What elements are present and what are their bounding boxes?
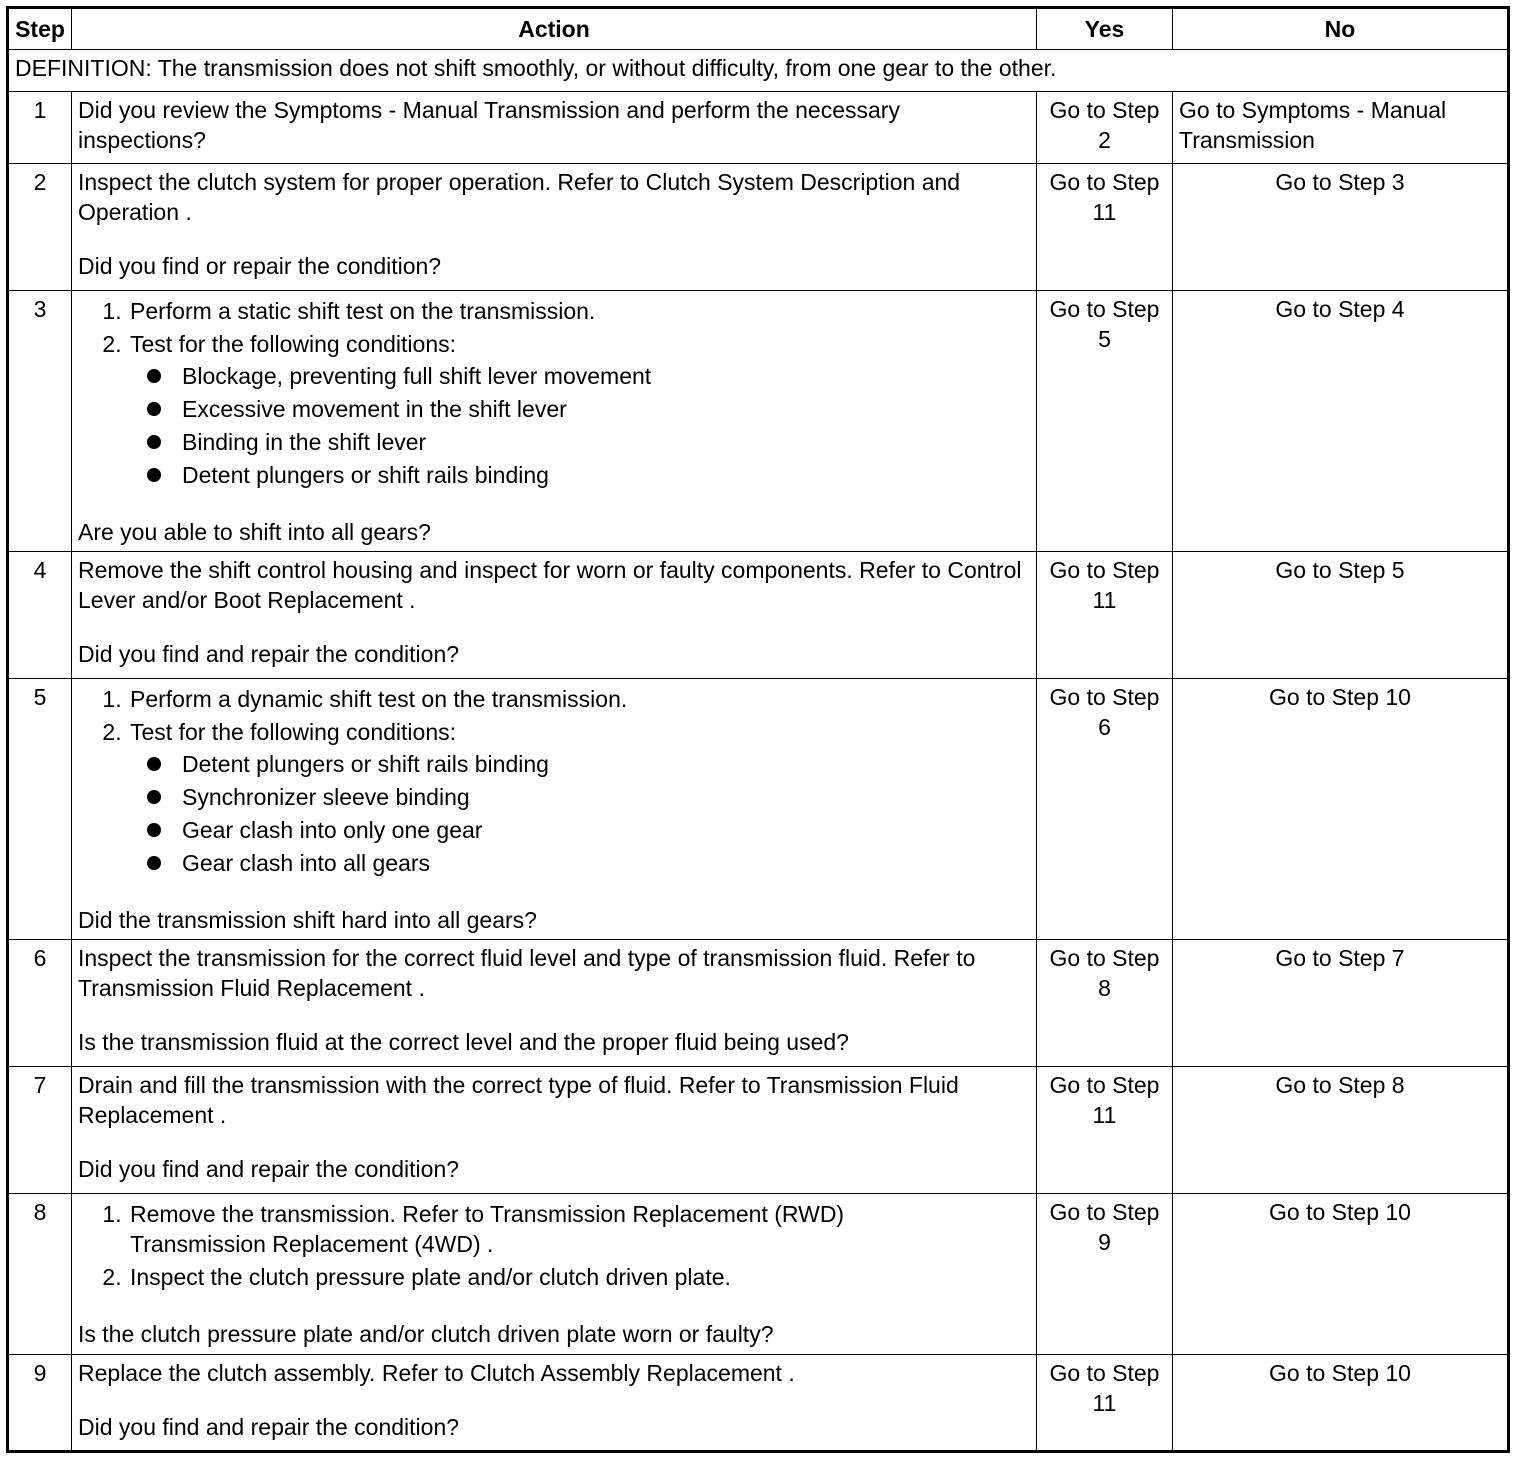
header-row (8, 8, 1509, 50)
bullet-item: Binding in the shift lever (180, 427, 1030, 457)
table-row (8, 1194, 1509, 1355)
no-cell: Go to Step 10 (1173, 1355, 1509, 1452)
table-row (8, 1355, 1509, 1452)
table-row (8, 291, 1509, 552)
bullet-item: Gear clash into all gears (180, 848, 1030, 878)
table-row (8, 552, 1509, 679)
step-number: 8 (8, 1194, 72, 1355)
step-number: 3 (8, 291, 72, 552)
action-question: Did you find and repair the condition? (78, 1156, 460, 1182)
list-item: 2. Inspect the clutch pressure plate and/or clutch driven plate. (128, 1262, 1030, 1292)
numbered-list (78, 1199, 1030, 1292)
action-cell (72, 552, 1037, 679)
step-number: 9 (8, 1355, 72, 1452)
list-item: 1. Perform a dynamic shift test on the transmission. (128, 684, 1030, 714)
table-row (8, 940, 1509, 1067)
step-number: 4 (8, 552, 72, 679)
bullet-item: Gear clash into only one gear (180, 815, 1030, 845)
step-number: 2 (8, 164, 72, 291)
bullet-item: Detent plungers or shift rails binding (180, 749, 1030, 779)
list-item (128, 329, 1030, 490)
action-cell (72, 679, 1037, 940)
diagnostic-table (6, 6, 1510, 1453)
action-cell (72, 1067, 1037, 1194)
no-cell: Go to Step 4 (1173, 291, 1509, 552)
action-text: Inspect the transmission for the correct fluid level and type of transmission fluid. Refer to Transmission Fluid Replacement . (78, 945, 976, 1001)
yes-cell: Go to Step 11 (1037, 1067, 1173, 1194)
action-cell (72, 940, 1037, 1067)
header-yes: Yes (1037, 8, 1173, 50)
definition-text: DEFINITION: The transmission does not shift smoothly, or without difficulty, from one gear to the other. (8, 50, 1509, 92)
step-number: 6 (8, 940, 72, 1067)
no-cell: Go to Step 7 (1173, 940, 1509, 1067)
step-number: 7 (8, 1067, 72, 1194)
list-item-text: Test for the following conditions: (130, 331, 457, 357)
no-cell: Go to Symptoms - Manual Transmission (1173, 92, 1509, 164)
yes-cell: Go to Step 5 (1037, 291, 1173, 552)
action-question: Is the transmission fluid at the correct level and the proper fluid being used? (78, 1029, 849, 1055)
table-row (8, 164, 1509, 291)
numbered-list (78, 296, 1030, 490)
action-cell (72, 291, 1037, 552)
no-cell: Go to Step 5 (1173, 552, 1509, 679)
action-text: Replace the clutch assembly. Refer to Clutch Assembly Replacement . (78, 1360, 795, 1386)
bullet-item: Excessive movement in the shift lever (180, 394, 1030, 424)
bullet-list (130, 361, 1030, 490)
action-question: Is the clutch pressure plate and/or clutch driven plate worn or faulty? (78, 1321, 774, 1347)
header-action: Action (72, 8, 1037, 50)
action-text: Remove the shift control housing and inspect for worn or faulty components. Refer to Control Lever and/or Boot Replacement . (78, 557, 1022, 613)
no-cell: Go to Step 3 (1173, 164, 1509, 291)
definition-row (8, 50, 1509, 92)
header-no: No (1173, 8, 1509, 50)
numbered-list (78, 684, 1030, 878)
action-text: Inspect the clutch system for proper operation. Refer to Clutch System Description and Operation . (78, 169, 961, 225)
yes-cell: Go to Step 11 (1037, 1355, 1173, 1452)
list-item (128, 717, 1030, 878)
action-question: Did you find and repair the condition? (78, 641, 460, 667)
no-cell: Go to Step 10 (1173, 679, 1509, 940)
action-text: Drain and fill the transmission with the correct type of fluid. Refer to Transmission Fluid Replacement . (78, 1072, 959, 1128)
no-cell: Go to Step 8 (1173, 1067, 1509, 1194)
header-step: Step (8, 8, 72, 50)
yes-cell: Go to Step 8 (1037, 940, 1173, 1067)
action-text: Did you review the Symptoms - Manual Transmission and perform the necessary inspections? (78, 97, 900, 153)
yes-cell: Go to Step 2 (1037, 92, 1173, 164)
step-number: 1 (8, 92, 72, 164)
yes-cell: Go to Step 9 (1037, 1194, 1173, 1355)
no-cell: Go to Step 10 (1173, 1194, 1509, 1355)
action-cell (72, 92, 1037, 164)
list-item-text: Test for the following conditions: (130, 719, 457, 745)
action-cell (72, 164, 1037, 291)
action-question: Are you able to shift into all gears? (78, 519, 431, 545)
yes-cell: Go to Step 11 (1037, 164, 1173, 291)
action-cell (72, 1194, 1037, 1355)
list-item: 1. Perform a static shift test on the transmission. (128, 296, 1030, 326)
bullet-item: Blockage, preventing full shift lever movement (180, 361, 1030, 391)
table-row (8, 1067, 1509, 1194)
action-question: Did you find or repair the condition? (78, 253, 442, 279)
bullet-item: Synchronizer sleeve binding (180, 782, 1030, 812)
step-number: 5 (8, 679, 72, 940)
yes-cell: Go to Step 11 (1037, 552, 1173, 679)
table-row (8, 679, 1509, 940)
action-cell (72, 1355, 1037, 1452)
bullet-item: Detent plungers or shift rails binding (180, 460, 1030, 490)
action-question: Did the transmission shift hard into all gears? (78, 907, 537, 933)
yes-cell: Go to Step 6 (1037, 679, 1173, 940)
table-row (8, 92, 1509, 164)
list-item: 1. Remove the transmission. Refer to Transmission Replacement (RWD) Transmission Replacement (4WD) . (128, 1199, 1030, 1259)
bullet-list (130, 749, 1030, 878)
action-question: Did you find and repair the condition? (78, 1414, 460, 1440)
